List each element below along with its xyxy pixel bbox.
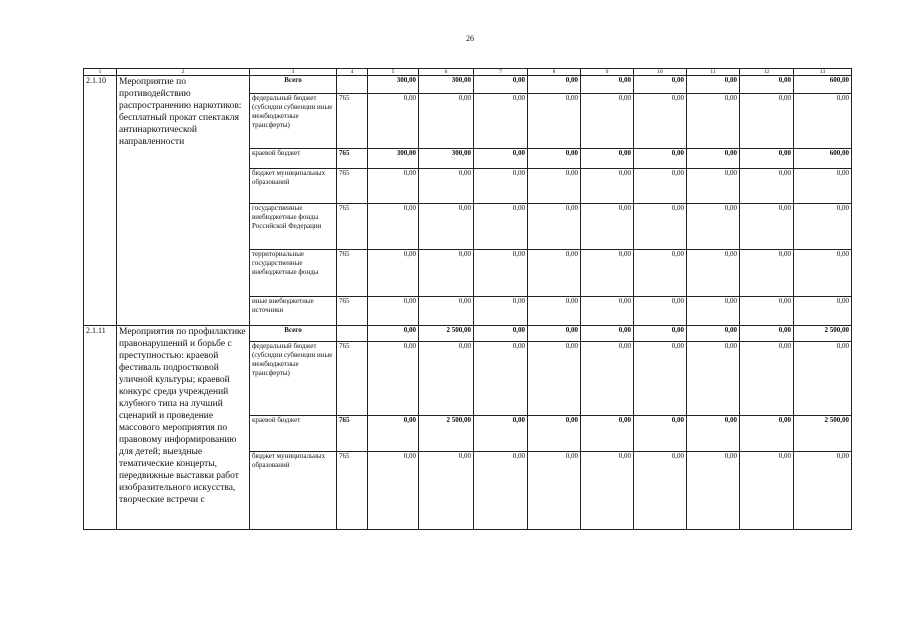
column-number: 10	[634, 69, 687, 76]
amount-cell: 0,00	[474, 169, 528, 204]
amount-cell: 0,00	[528, 204, 581, 250]
budget-table	[83, 68, 852, 530]
amount-cell: 2 500,00	[794, 416, 852, 452]
amount-cell: 0,00	[794, 452, 852, 530]
amount-cell: 0,00	[581, 149, 634, 169]
amount-cell: 0,00	[740, 169, 794, 204]
amount-cell: 0,00	[740, 342, 794, 416]
amount-cell: 0,00	[419, 452, 474, 530]
amount-cell: 0,00	[581, 452, 634, 530]
amount-cell: 0,00	[474, 297, 528, 326]
amount-cell: 0,00	[474, 452, 528, 530]
amount-cell: 0,00	[687, 326, 740, 342]
amount-cell: 0,00	[634, 204, 687, 250]
budget-code: 765	[337, 149, 368, 169]
amount-cell: 0,00	[634, 326, 687, 342]
column-number: 9	[581, 69, 634, 76]
amount-cell: 0,00	[687, 250, 740, 297]
amount-cell: 0,00	[687, 452, 740, 530]
amount-cell: 0,00	[419, 342, 474, 416]
amount-cell: 300,00	[419, 149, 474, 169]
column-number: 7	[474, 69, 528, 76]
amount-cell: 300,00	[419, 76, 474, 94]
amount-cell: 0,00	[419, 297, 474, 326]
amount-cell: 0,00	[687, 76, 740, 94]
budget-code: 765	[337, 342, 368, 416]
column-number: 1	[84, 69, 117, 76]
amount-cell: 0,00	[528, 76, 581, 94]
budget-code: 765	[337, 250, 368, 297]
amount-cell: 0,00	[581, 250, 634, 297]
funding-source: государственные внебюджетные фонды Российской Федерации	[250, 204, 337, 250]
amount-cell: 0,00	[794, 169, 852, 204]
amount-cell: 0,00	[740, 297, 794, 326]
funding-source: федеральный бюджет (субсидии субвенции иные межбюджетные трансферты)	[250, 94, 337, 149]
table-body	[84, 69, 852, 530]
amount-cell: 0,00	[634, 94, 687, 149]
amount-cell: 0,00	[474, 326, 528, 342]
funding-source: территориальные государственные внебюджетные фонды	[250, 250, 337, 297]
amount-cell: 0,00	[581, 326, 634, 342]
amount-cell: 0,00	[581, 169, 634, 204]
column-number: 12	[740, 69, 794, 76]
amount-cell: 0,00	[740, 204, 794, 250]
budget-code	[337, 326, 368, 342]
amount-cell: 0,00	[794, 250, 852, 297]
amount-cell: 0,00	[528, 452, 581, 530]
funding-source: краевой бюджет	[250, 149, 337, 169]
item-code: 2.1.11	[84, 326, 117, 530]
amount-cell: 0,00	[581, 76, 634, 94]
amount-cell: 0,00	[687, 94, 740, 149]
amount-cell: 0,00	[368, 297, 419, 326]
amount-cell: 0,00	[368, 94, 419, 149]
amount-cell: 0,00	[634, 342, 687, 416]
amount-cell: 0,00	[528, 169, 581, 204]
amount-cell: 0,00	[740, 76, 794, 94]
amount-cell: 0,00	[687, 169, 740, 204]
funding-source: иные внебюджетные источники	[250, 297, 337, 326]
amount-cell: 0,00	[581, 297, 634, 326]
funding-source: бюджет муниципальных образований	[250, 169, 337, 204]
budget-code: 765	[337, 169, 368, 204]
budget-code: 765	[337, 204, 368, 250]
amount-cell: 0,00	[528, 326, 581, 342]
item-code: 2.1.10	[84, 76, 117, 326]
funding-source: бюджет муниципальных образований	[250, 452, 337, 530]
amount-cell: 0,00	[634, 416, 687, 452]
column-number-row	[84, 69, 852, 76]
amount-cell: 0,00	[528, 149, 581, 169]
amount-cell: 0,00	[634, 169, 687, 204]
amount-cell: 0,00	[581, 416, 634, 452]
amount-cell: 2 500,00	[419, 326, 474, 342]
budget-code: 765	[337, 416, 368, 452]
amount-cell: 0,00	[419, 94, 474, 149]
amount-cell: 600,00	[794, 76, 852, 94]
column-number: 6	[419, 69, 474, 76]
amount-cell: 2 500,00	[419, 416, 474, 452]
amount-cell: 0,00	[368, 416, 419, 452]
column-number: 4	[337, 69, 368, 76]
amount-cell: 0,00	[474, 204, 528, 250]
amount-cell: 0,00	[368, 452, 419, 530]
column-number: 8	[528, 69, 581, 76]
funding-source: краевой бюджет	[250, 416, 337, 452]
amount-cell: 0,00	[368, 250, 419, 297]
amount-cell: 0,00	[474, 94, 528, 149]
amount-cell: 0,00	[740, 149, 794, 169]
amount-cell: 0,00	[794, 204, 852, 250]
amount-cell: 0,00	[740, 326, 794, 342]
amount-cell: 0,00	[634, 76, 687, 94]
amount-cell: 0,00	[740, 416, 794, 452]
amount-cell: 0,00	[419, 250, 474, 297]
amount-cell: 0,00	[634, 452, 687, 530]
budget-code: 765	[337, 94, 368, 149]
amount-cell: 300,00	[368, 149, 419, 169]
column-number: 3	[250, 69, 337, 76]
amount-cell: 0,00	[368, 326, 419, 342]
amount-cell: 0,00	[368, 342, 419, 416]
budget-code	[337, 76, 368, 94]
amount-cell: 0,00	[687, 416, 740, 452]
amount-cell: 0,00	[419, 204, 474, 250]
amount-cell: 0,00	[740, 250, 794, 297]
amount-cell: 0,00	[794, 297, 852, 326]
amount-cell: 0,00	[474, 149, 528, 169]
amount-cell: 0,00	[687, 149, 740, 169]
funding-source: Всего	[250, 326, 337, 342]
amount-cell: 0,00	[528, 416, 581, 452]
table-row	[84, 326, 852, 342]
amount-cell: 0,00	[740, 452, 794, 530]
amount-cell: 2 500,00	[794, 326, 852, 342]
amount-cell: 0,00	[368, 204, 419, 250]
amount-cell: 0,00	[581, 94, 634, 149]
amount-cell: 0,00	[474, 250, 528, 297]
amount-cell: 0,00	[528, 94, 581, 149]
amount-cell: 0,00	[581, 342, 634, 416]
amount-cell: 0,00	[687, 342, 740, 416]
amount-cell: 300,00	[368, 76, 419, 94]
funding-source: Всего	[250, 76, 337, 94]
amount-cell: 0,00	[474, 416, 528, 452]
amount-cell: 0,00	[794, 94, 852, 149]
amount-cell: 0,00	[528, 250, 581, 297]
amount-cell: 0,00	[581, 204, 634, 250]
amount-cell: 0,00	[528, 342, 581, 416]
amount-cell: 0,00	[634, 297, 687, 326]
amount-cell: 0,00	[474, 342, 528, 416]
item-name: Мероприятие по противодействию распространению наркотиков: бесплатный прокат спектакля антинаркотической направленности	[117, 76, 250, 326]
amount-cell: 0,00	[687, 297, 740, 326]
budget-code: 765	[337, 297, 368, 326]
amount-cell: 0,00	[419, 169, 474, 204]
column-number: 5	[368, 69, 419, 76]
funding-source: федеральный бюджет (субсидии субвенции иные межбюджетные трансферты)	[250, 342, 337, 416]
amount-cell: 0,00	[687, 204, 740, 250]
amount-cell: 0,00	[794, 342, 852, 416]
page-number: 26	[466, 34, 474, 43]
amount-cell: 600,00	[794, 149, 852, 169]
amount-cell: 0,00	[368, 169, 419, 204]
amount-cell: 0,00	[474, 76, 528, 94]
column-number: 2	[117, 69, 250, 76]
amount-cell: 0,00	[634, 250, 687, 297]
amount-cell: 0,00	[634, 149, 687, 169]
amount-cell: 0,00	[740, 94, 794, 149]
column-number: 13	[794, 69, 852, 76]
item-name: Мероприятия по профилактике правонарушений и борьбе с преступностью: краевой фестиваль подростковой уличной культуры; краевой конкурс среди учреждений клубного типа на лучший сценарий и проведение массового мероприятия по правовому информированию для детей; выездные тематические концерты, передвижные выставки работ изобразительного искусства, творческие встречи с	[117, 326, 250, 530]
table-row	[84, 76, 852, 94]
column-number: 11	[687, 69, 740, 76]
budget-code: 765	[337, 452, 368, 530]
amount-cell: 0,00	[528, 297, 581, 326]
